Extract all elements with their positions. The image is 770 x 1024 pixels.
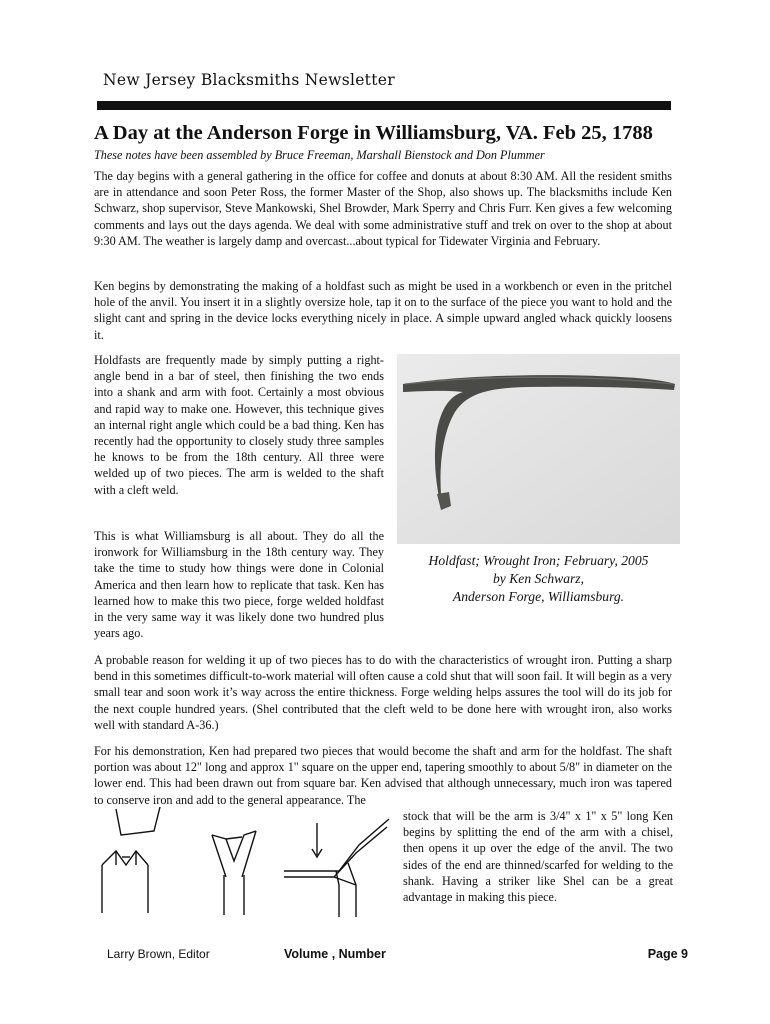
photo-caption <box>397 552 680 606</box>
article-byline: These notes have been assembled by Bruce Freeman, Marshall Bienstock and Don Plummer <box>94 148 545 162</box>
paragraph-holdfast-methods: Holdfasts are frequently made by simply putting a right-angle bend in a bar of steel, then finishing the two ends into a shank and arm with foot. Certainly a most obvious and rapid way to make one. However, this technique gives an internal right angle which could be a bad thing. Ken has recently had the opportunity to closely study three samples he knows to be from the 18th century. All three were welded up of two pieces. The arm is welded to the shaft with a cleft weld. <box>94 353 384 497</box>
header-rule <box>97 101 671 110</box>
footer-editor: Larry Brown, Editor <box>107 947 210 961</box>
welded-joint-sketch <box>284 819 389 917</box>
split-arm-sketch <box>116 807 160 835</box>
caption-line-2: by Ken Schwarz, <box>493 571 584 586</box>
caption-line-3: Anderson Forge, Williamsburg. <box>452 589 625 604</box>
shaft-sketch-2 <box>212 831 256 915</box>
footer-page-number: Page 9 <box>647 947 688 961</box>
newsletter-title: New Jersey Blacksmiths Newsletter <box>103 71 395 89</box>
holdfast-photo <box>397 354 680 544</box>
footer-volume: Volume , Number <box>284 947 386 961</box>
paragraph-williamsburg: This is what Williamsburg is all about. They do all the ironwork for Williamsburg in the 18th century way. They take the time to study how things were done in Colonial America and then learn how to replicate that task. Ken has learned how to make this two piece, forge welded holdfast in the very same way it was likely done two hundred plus years ago. <box>94 529 384 641</box>
paragraph-arm-stock: stock that will be the arm is 3/4" x 1" x 5" long Ken begins by splitting the end of the arm with a chisel, then opens it up over the edge of the anvil. The two sides of the end are thinned/scarfed for welding to the shank. Having a striker like Shel can be a great advantage in making this piece. <box>403 809 673 905</box>
caption-line-1: Holdfast; Wrought Iron; February, 2005 <box>428 553 649 568</box>
cleft-weld-sketches <box>94 805 394 935</box>
paragraph-preparation: For his demonstration, Ken had prepared two pieces that would become the shaft and arm for the holdfast. The shaft portion was about 12" long and approx 1" square on the upper end, tapering smoothly to about 5/8" in diameter on the lower end. This had been drawn out from square bar. Ken advised that although unnecessary, much iron was tapered to conserve iron and add to the general appearance. The <box>94 744 672 807</box>
paragraph-holdfast-demo: Ken begins by demonstrating the making of a holdfast such as might be used in a workbench or even in the pritchel hole of the anvil. You insert it in a slightly oversize hole, tap it on to the surface of the piece you want to hold and the slight cant and spring in the device locks everything nicely in place. A simple upward angled whack quickly loosens it. <box>94 279 672 342</box>
article-title: A Day at the Anderson Forge in Williamsburg, VA. Feb 25, 1788 <box>94 122 653 144</box>
shaft-sketch-1 <box>102 851 148 913</box>
paragraph-intro: The day begins with a general gathering in the office for coffee and donuts at about 8:30 AM. All the resident smiths are in attendance and soon Peter Ross, the former Master of the Shop, also shows up. The blacksmiths include Ken Schwarz, shop supervisor, Steve Mankowski, Shel Browder, Mark Sperry and Chris Furr. Ken gives a few welcoming comments and lays out the days agenda. We deal with some administrative stuff and trek on over to the shop at about 9:30 AM. The weather is largely damp and overcast...about typical for Tidewater Virginia and February. <box>94 169 672 248</box>
paragraph-welding-reason: A probable reason for welding it up of two pieces has to do with the characteristics of wrought iron. Putting a sharp bend in this sometimes difficult-to-work material will often cause a cold shut that will soon fail. It will begin as a very small tear and soon work it’s way across the entire thickness. Forge welding helps assures the tool will do its job for the next couple hundred years. (Shel contributed that the cleft weld to be done here with wrought iron, also works well with standard A-36.) <box>94 653 672 732</box>
holdfast-iron-image <box>397 354 680 544</box>
